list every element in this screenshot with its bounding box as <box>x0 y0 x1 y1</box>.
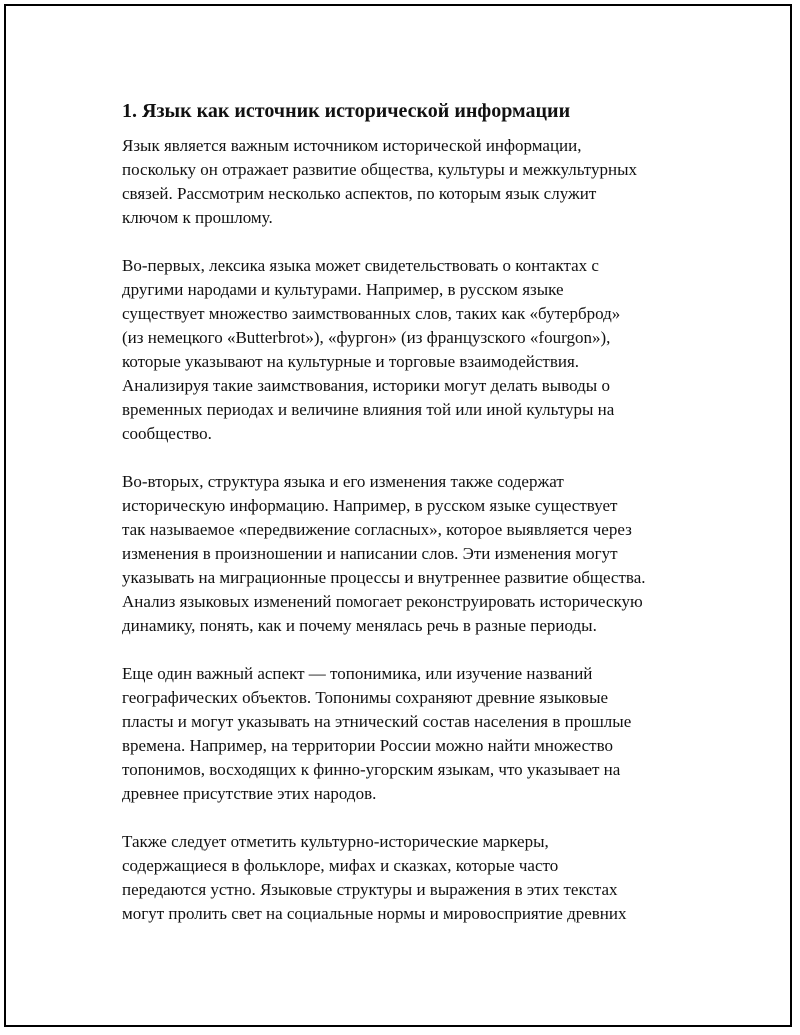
text-line: Во-первых, лексика языка может свидетельствовать о контактах с <box>122 256 599 275</box>
document-body <box>122 98 692 950</box>
text-line: времена. Например, на территории России можно найти множество <box>122 736 613 755</box>
text-line: (из немецкого «Butterbrot»), «фургон» (из французского «fourgon»), <box>122 328 611 347</box>
text-line: ключом к прошлому. <box>122 208 273 227</box>
text-line: поскольку он отражает развитие общества, культуры и межкультурных <box>122 160 638 179</box>
paragraph <box>122 662 692 806</box>
text-line: Во-вторых, структура языка и его изменения также содержат <box>122 472 564 491</box>
text-line: сообщество. <box>122 424 212 443</box>
text-line: связей. Рассмотрим несколько аспектов, по которым язык служит <box>122 184 597 203</box>
text-line: могут пролить свет на социальные нормы и мировосприятие древних <box>122 904 627 923</box>
text-line: пласты и могут указывать на этнический состав населения в прошлые <box>122 712 632 731</box>
text-line: которые указывают на культурные и торговые взаимодействия. <box>122 352 580 371</box>
text-line: существует множество заимствованных слов, таких как «бутерброд» <box>122 304 621 323</box>
text-line: указывать на миграционные процессы и внутреннее развитие общества. <box>122 568 646 587</box>
text-line: Язык является важным источником исторической информации, <box>122 136 582 155</box>
paragraph <box>122 470 692 638</box>
text-line: передаются устно. Языковые структуры и выражения в этих текстах <box>122 880 618 899</box>
paragraph <box>122 134 692 230</box>
paragraph <box>122 830 692 926</box>
text-line: Анализируя такие заимствования, историки могут делать выводы о <box>122 376 610 395</box>
text-line: древнее присутствие этих народов. <box>122 784 377 803</box>
text-line: географических объектов. Топонимы сохраняют древние языковые <box>122 688 609 707</box>
page-frame <box>4 4 792 1027</box>
paragraph <box>122 254 692 446</box>
section-heading: 1. Язык как источник исторической информации <box>122 100 571 122</box>
text-line: динамику, понять, как и почему менялась речь в разные периоды. <box>122 616 597 635</box>
text-line: Анализ языковых изменений помогает реконструировать историческую <box>122 592 643 611</box>
text-line: Еще один важный аспект — топонимика, или изучение названий <box>122 664 593 683</box>
text-line: временных периодах и величине влияния той или иной культуры на <box>122 400 615 419</box>
text-line: изменения в произношении и написании слов. Эти изменения могут <box>122 544 618 563</box>
text-line: историческую информацию. Например, в русском языке существует <box>122 496 618 515</box>
text-line: Также следует отметить культурно-исторические маркеры, <box>122 832 549 851</box>
text-line: другими народами и культурами. Например, в русском языке <box>122 280 564 299</box>
text-line: топонимов, восходящих к финно-угорским языкам, что указывает на <box>122 760 621 779</box>
text-line: так называемое «передвижение согласных», которое выявляется через <box>122 520 632 539</box>
text-line: содержащиеся в фольклоре, мифах и сказках, которые часто <box>122 856 559 875</box>
